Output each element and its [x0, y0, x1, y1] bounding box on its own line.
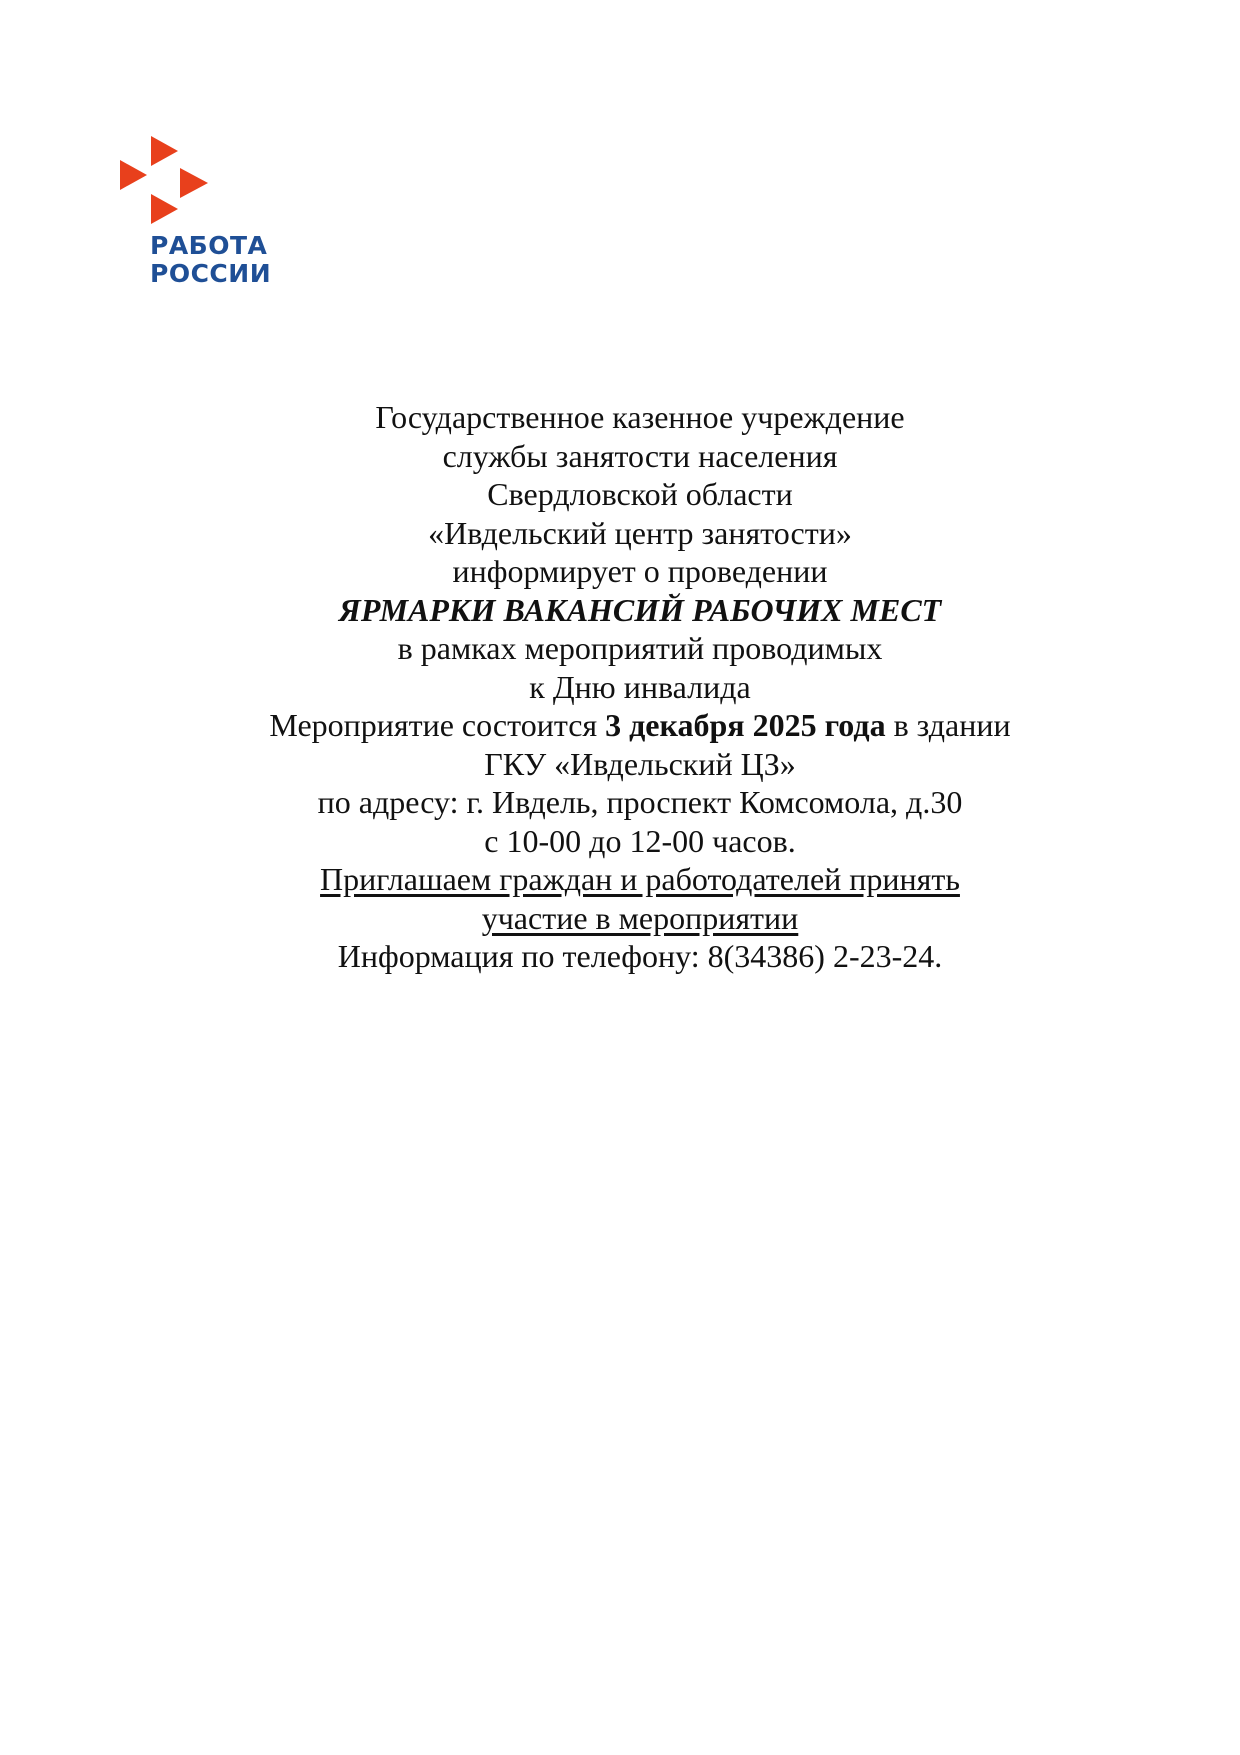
invite-line-2: [120, 899, 1160, 938]
event-prefix: Мероприятие состоится: [269, 707, 598, 743]
event-notice: [120, 398, 1160, 976]
venue-line: ГКУ «Ивдельский ЦЗ»: [484, 745, 796, 782]
invite-text-1: Приглашаем граждан и работодателей принять: [320, 861, 960, 897]
rabota-rossii-logo: [120, 136, 280, 296]
org-line-1: Государственное казенное учреждение: [375, 399, 905, 435]
org-line-3: Свердловской области: [487, 476, 793, 512]
informs-line: информирует о проведении: [452, 553, 828, 589]
event-headline: ЯРМАРКИ ВАКАНСИЙ РАБОЧИХ МЕСТ: [338, 591, 942, 628]
time-line: с 10-00 до 12-00 часов.: [484, 822, 796, 859]
invite-line-1: [120, 860, 1160, 899]
context-line-1: в рамках мероприятий проводимых: [397, 630, 883, 666]
invite-text-2: участие в мероприятии: [481, 899, 799, 936]
context-line-2: к Дню инвалида: [529, 668, 751, 705]
logo-line-1: РАБОТА: [150, 231, 268, 260]
event-suffix: в здании: [893, 707, 1011, 743]
org-line-4: «Ивдельский центр занятости»: [428, 514, 852, 551]
org-line-2: службы занятости населения: [442, 437, 838, 474]
phone-info-line: Информация по телефону: 8(34386) 2-23-24.: [337, 938, 943, 974]
logo-arrows-icon: [120, 136, 220, 232]
event-date-line: [120, 706, 1160, 745]
address-line: по адресу: г. Ивдель, проспект Комсомола, д.30: [317, 784, 963, 820]
logo-wordmark: [150, 232, 271, 288]
event-date: 3 декабря 2025 года: [605, 707, 886, 743]
logo-line-2: РОССИИ: [150, 259, 272, 288]
